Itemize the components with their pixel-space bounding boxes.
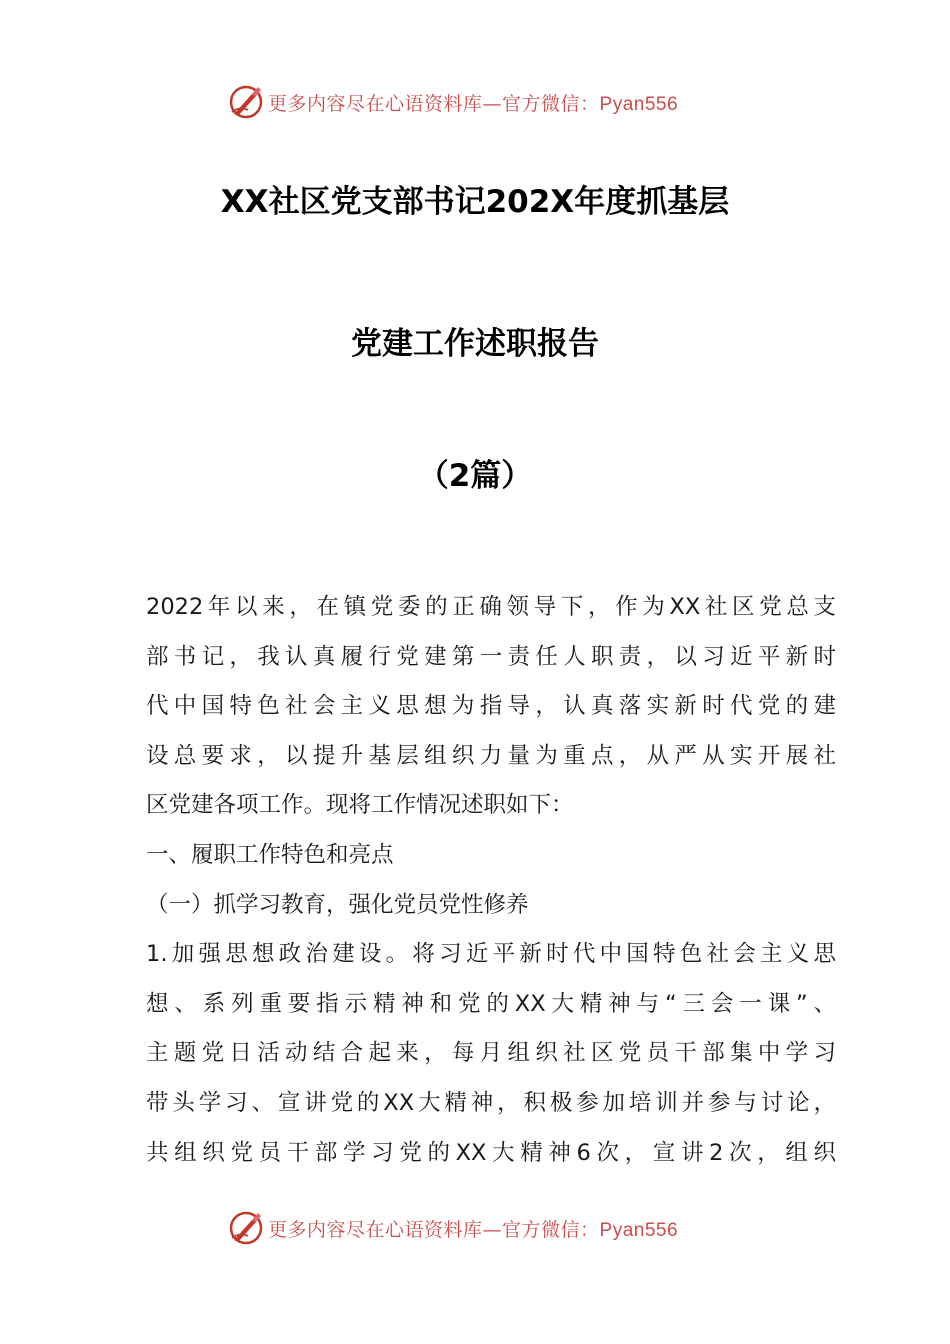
document-title-line-1: XX社区党支部书记202X年度抓基层 — [220, 184, 730, 220]
pen-in-circle-icon — [226, 82, 266, 122]
wechat-id: Pyan556 — [599, 93, 679, 115]
body-line: 部书记，我认真履行党建第一责任人职责，以习近平新时 — [146, 643, 836, 670]
body-line: 带头学习、宣讲党的XX大精神，积极参加培训并参与讨论， — [146, 1089, 836, 1116]
body-line: 2022年以来，在镇党委的正确领导下，作为XX社区党总支 — [146, 594, 836, 620]
body-line: 主题党日活动结合起来，每月组织社区党员干部集中学习 — [146, 1040, 836, 1067]
body-line: 1.加强思想政治建设。将习近平新时代中国特色社会主义思 — [146, 941, 836, 968]
wechat-id: Pyan556 — [599, 1219, 679, 1241]
document-title-line-3: （2篇） — [417, 458, 533, 494]
body-line: 设总要求，以提升基层组织力量为重点，从严从实开展社 — [146, 742, 836, 769]
body-line: 共组织党员干部学习党的XX大精神6次，宣讲2次，组织 — [146, 1139, 836, 1166]
section-heading: 一、履职工作特色和亮点 — [146, 841, 394, 868]
watermark-banner-bottom — [226, 1206, 726, 1250]
body-line: 想、系列重要指示精神和党的XX大精神与“三会一课”、 — [146, 990, 836, 1017]
watermark-banner-top — [226, 80, 726, 124]
document-body — [146, 583, 836, 1178]
body-line: 代中国特色社会主义思想为指导，认真落实新时代党的建 — [146, 693, 836, 720]
watermark-text: 更多内容尽在心语资料库—官方微信：Pyan556 — [268, 1218, 679, 1241]
watermark-text: 更多内容尽在心语资料库—官方微信：Pyan556 — [268, 92, 679, 115]
subsection-heading: （一）抓学习教育，强化党员党性修养 — [146, 891, 529, 918]
document-title-line-2: 党建工作述职报告 — [351, 326, 599, 362]
pen-in-circle-icon — [226, 1208, 266, 1248]
body-line: 区党建各项工作。现将工作情况述职如下： — [146, 792, 574, 819]
